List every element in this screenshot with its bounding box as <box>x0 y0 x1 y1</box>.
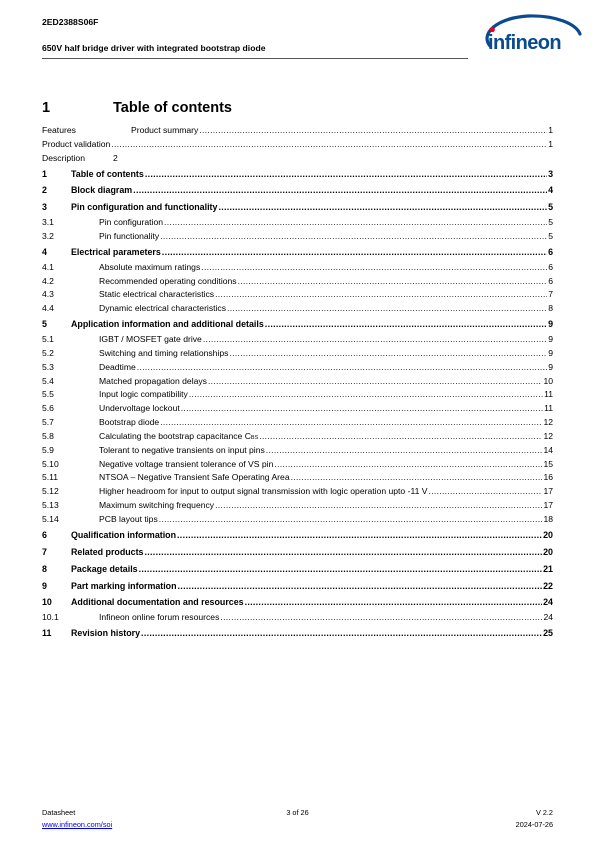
toc-entry-page: 1 <box>548 125 553 135</box>
toc-entry-title: Dynamic electrical characteristics <box>99 303 227 314</box>
toc-entry-title: PCB layout tips <box>99 514 158 525</box>
toc-leader <box>160 230 547 244</box>
toc-chapter-1[interactable] <box>42 166 553 183</box>
toc-entry-title: Additional documentation and resources <box>71 597 244 608</box>
toc-leader <box>162 244 547 261</box>
toc-leader <box>220 611 542 625</box>
toc-entry-page: 18 <box>543 514 553 525</box>
toc-entry-number: 5.5 <box>42 389 54 400</box>
toc-section-4-4[interactable] <box>42 302 553 316</box>
toc-entry-number: 11 <box>42 628 52 639</box>
toc-entry-number: 5.7 <box>42 417 54 428</box>
toc-entry-page: 8 <box>548 303 553 314</box>
toc-entry-page: 11 <box>544 403 553 414</box>
toc-entry-number: 5.9 <box>42 444 54 455</box>
toc-leader <box>429 485 543 499</box>
header-rule <box>42 58 468 59</box>
toc-entry-page: 25 <box>543 628 553 639</box>
toc-leader <box>259 430 542 444</box>
toc-section-5-3[interactable] <box>42 361 553 375</box>
toc-entry-title: Qualification information <box>71 529 177 540</box>
toc-entry-number: 10.1 <box>42 612 59 623</box>
toc-entry-title: NTSOA – Negative Transient Safe Operating Area <box>99 472 290 483</box>
toc-section-5-7[interactable] <box>42 416 553 430</box>
toc-entry-number: 4.4 <box>42 303 54 314</box>
toc-entry-page: 15 <box>543 458 553 469</box>
footer-url-link[interactable]: www.infineon.com/soi <box>42 820 113 829</box>
toc-entry-page: 17 <box>543 500 553 511</box>
toc-entry-number: 5.8 <box>42 430 54 441</box>
toc-leader <box>164 216 547 230</box>
toc-leader <box>199 124 547 138</box>
toc-leader <box>208 375 542 389</box>
toc-entry-page: 4 <box>548 185 553 196</box>
logo-dot <box>490 27 495 32</box>
toc-entry-title: Maximum switching frequency <box>99 500 215 511</box>
toc-entry-page: 6 <box>548 246 553 257</box>
toc-entry-number: 5.3 <box>42 361 54 372</box>
toc-entry-product-validation[interactable] <box>42 138 553 152</box>
toc-entry-page: 16 <box>543 472 553 483</box>
toc-chapter-7[interactable] <box>42 544 553 561</box>
toc-entry-page: 17 <box>543 486 553 497</box>
toc-entry-number: 5.2 <box>42 347 54 358</box>
toc-entry-title: Block diagram <box>71 185 133 196</box>
toc-entry-number: 8 <box>42 563 47 574</box>
toc-leader <box>137 361 547 375</box>
toc-heading <box>42 100 232 116</box>
toc-section-4-3[interactable] <box>42 288 553 302</box>
toc-leader <box>141 625 542 642</box>
toc-entry-page: 5 <box>548 217 553 228</box>
toc-entry-number: 5.13 <box>42 500 59 511</box>
toc-heading-number: 1 <box>42 100 51 116</box>
toc-section-5-4[interactable] <box>42 375 553 389</box>
toc-leader <box>274 458 542 472</box>
toc-entry-title: Recommended operating conditions <box>99 275 237 286</box>
toc-entry-label: Features <box>42 125 76 135</box>
toc-entry-title: Product summary <box>131 125 199 135</box>
toc-section-5-10[interactable] <box>42 458 553 472</box>
footer-doc-type: Datasheet <box>42 808 76 817</box>
toc-leader <box>145 544 543 561</box>
toc-entry-page: 7 <box>548 289 553 300</box>
toc-entry-page: 1 <box>548 138 553 149</box>
toc-entry-page: 9 <box>548 347 553 358</box>
header-subtitle: 650V half bridge driver with integrated bootstrap diode <box>42 43 266 53</box>
footer-date: 2024-07-26 <box>515 820 553 829</box>
toc-entry-title: Pin configuration <box>99 217 164 228</box>
toc-entry-page: 22 <box>543 580 553 591</box>
toc-entry-page: 9 <box>548 334 553 345</box>
toc-entry-number: 5.12 <box>42 486 59 497</box>
toc-leader <box>181 402 543 416</box>
toc-entry-number: 3 <box>42 202 47 213</box>
toc-entry-title: Absolute maximum ratings <box>99 261 201 272</box>
toc-entry-title: Package details <box>71 563 138 574</box>
toc-entry-number: 4.2 <box>42 275 54 286</box>
toc-leader <box>201 261 547 275</box>
toc-entry-page: 24 <box>543 597 553 608</box>
toc-leader <box>177 527 542 544</box>
toc-entry-title: Calculating the bootstrap capacitance C <box>99 430 251 441</box>
toc-entry-page: 2 <box>113 152 118 163</box>
toc-chapter-3[interactable] <box>42 199 553 216</box>
toc-entry-number: 9 <box>42 580 47 591</box>
toc-entry-page: 6 <box>548 275 553 286</box>
toc-leader <box>215 499 542 513</box>
toc-entry-number: 3.2 <box>42 231 54 242</box>
toc-entry-number: 4.1 <box>42 261 54 272</box>
toc-entry-number: 4.3 <box>42 289 54 300</box>
toc-entry-title: Pin configuration and functionality <box>71 202 218 213</box>
toc-entry-number: 5.10 <box>42 458 59 469</box>
toc-entry-page: 9 <box>548 361 553 372</box>
toc-entry-page: 5 <box>548 231 553 242</box>
toc-chapter-6[interactable] <box>42 527 553 544</box>
toc-entry-page: 9 <box>548 319 553 330</box>
toc-entry-title: Electrical parameters <box>71 246 161 257</box>
toc-entry-page: 20 <box>543 529 553 540</box>
toc-chapter-8[interactable] <box>42 561 553 578</box>
toc-entry-title: Related products <box>71 546 144 557</box>
footer-page-info: 3 of 26 <box>286 808 309 817</box>
toc-chapter-2[interactable] <box>42 182 553 199</box>
toc-entry-number: 6 <box>42 529 47 540</box>
toc-entry-page: 12 <box>543 430 553 441</box>
toc-leader <box>139 561 543 578</box>
toc-entry-number: 5.6 <box>42 403 54 414</box>
toc-entry-page: 24 <box>543 612 553 623</box>
toc-entry-title: Higher headroom for input to output signal transmission with logic operation upto -11 V <box>99 486 428 497</box>
header-part-number: 2ED2388S06F <box>42 17 99 27</box>
toc-chapter-4[interactable] <box>42 244 553 261</box>
toc-section-5-12[interactable] <box>42 485 553 499</box>
toc-leader <box>265 316 547 333</box>
toc-section-10-1[interactable] <box>42 611 553 625</box>
toc-chapter-11[interactable] <box>42 625 553 642</box>
toc-entry-title: Revision history <box>71 628 141 639</box>
toc-leader <box>145 166 547 183</box>
toc-section-5-2[interactable] <box>42 347 553 361</box>
toc-section-5-6[interactable] <box>42 402 553 416</box>
toc-leader <box>189 388 543 402</box>
toc-section-5-1[interactable] <box>42 333 553 347</box>
toc-section-3-2[interactable] <box>42 230 553 244</box>
toc-entry-title: Pin functionality <box>99 231 160 242</box>
toc-entry-number: 10 <box>42 597 52 608</box>
toc-leader <box>160 416 542 430</box>
toc-entry-number: 5.1 <box>42 334 54 345</box>
toc-entry-number: 4 <box>42 246 47 257</box>
footer-version: V 2.2 <box>535 808 553 817</box>
toc-entry-page: 14 <box>543 444 553 455</box>
toc-entry-page: 6 <box>548 261 553 272</box>
toc-entry-title: Input logic compatibility <box>99 389 188 400</box>
toc-entry-title: Negative voltage transient tolerance of VS pin <box>99 458 274 469</box>
toc-entry-title: Matched propagation delays <box>99 375 207 386</box>
toc-leader <box>203 333 547 347</box>
toc-leader <box>245 594 543 611</box>
toc-entry-number: 5.14 <box>42 514 59 525</box>
toc-leader <box>178 578 543 595</box>
toc-entry-description[interactable] <box>42 152 553 166</box>
toc-section-5-11[interactable] <box>42 471 553 485</box>
toc-leader <box>218 199 547 216</box>
toc-chapter-9[interactable] <box>42 578 553 595</box>
toc-section-5-9[interactable] <box>42 444 553 458</box>
toc-entry-page: 20 <box>543 546 553 557</box>
toc-entry-number: 3.1 <box>42 217 54 228</box>
toc-entry-title: Deadtime <box>99 361 136 372</box>
toc-entry-page: 12 <box>543 417 553 428</box>
toc-entry-page: 10 <box>543 375 553 386</box>
toc-section-5-5[interactable] <box>42 388 553 402</box>
logo-text: infineon <box>488 32 561 54</box>
infineon-logo <box>476 12 584 62</box>
toc-entry-page: 21 <box>543 563 553 574</box>
toc-entry-title: Application information and additional details <box>71 319 264 330</box>
toc-section-5-13[interactable] <box>42 499 553 513</box>
toc-entry-title: Switching and timing relationships <box>99 347 229 358</box>
toc-entry-number: 5.11 <box>42 472 59 483</box>
toc-section-5-14[interactable] <box>42 513 553 527</box>
toc-entry-title: Part marking information <box>71 580 177 591</box>
toc-entry-title: Undervoltage lockout <box>99 403 180 414</box>
toc-entry-page: 3 <box>548 168 553 179</box>
toc-entry-number: 1 <box>42 168 47 179</box>
toc-entry-number: 5 <box>42 319 47 330</box>
table-of-contents <box>42 124 553 642</box>
toc-entry-page: 5 <box>548 202 553 213</box>
toc-entry-features[interactable] <box>42 124 553 138</box>
toc-entry-title: Tolerant to negative transients on input pins <box>99 444 265 455</box>
toc-entry-title: Table of contents <box>71 168 144 179</box>
toc-entry-title: Bootstrap diode <box>99 417 160 428</box>
toc-entry-title: IGBT / MOSFET gate drive <box>99 334 202 345</box>
toc-entry-page: 11 <box>544 389 553 400</box>
toc-leader <box>215 288 547 302</box>
toc-leader <box>238 275 548 289</box>
toc-entry-number: 2 <box>42 185 47 196</box>
toc-leader <box>266 444 543 458</box>
toc-leader <box>133 182 547 199</box>
toc-entry-label: Product validation <box>42 138 111 149</box>
toc-entry-title: Static electrical characteristics <box>99 289 215 300</box>
toc-entry-title: Infineon online forum resources <box>99 612 220 623</box>
toc-chapter-10[interactable] <box>42 594 553 611</box>
toc-leader <box>229 347 547 361</box>
toc-entry-number: 7 <box>42 546 47 557</box>
toc-heading-text: Table of contents <box>113 100 232 116</box>
toc-entry-label: Description <box>42 152 85 163</box>
toc-section-4-2[interactable] <box>42 275 553 289</box>
toc-entry-number: 5.4 <box>42 375 54 386</box>
toc-section-3-1[interactable] <box>42 216 553 230</box>
toc-leader <box>291 471 543 485</box>
toc-chapter-5[interactable] <box>42 316 553 333</box>
toc-section-5-8[interactable]: 5.8 Calculating the bootstrap capacitance C BS ..... 12 <box>42 430 553 444</box>
toc-leader <box>159 513 543 527</box>
toc-section-4-1[interactable] <box>42 261 553 275</box>
toc-leader <box>227 302 547 316</box>
toc-leader <box>111 138 547 152</box>
